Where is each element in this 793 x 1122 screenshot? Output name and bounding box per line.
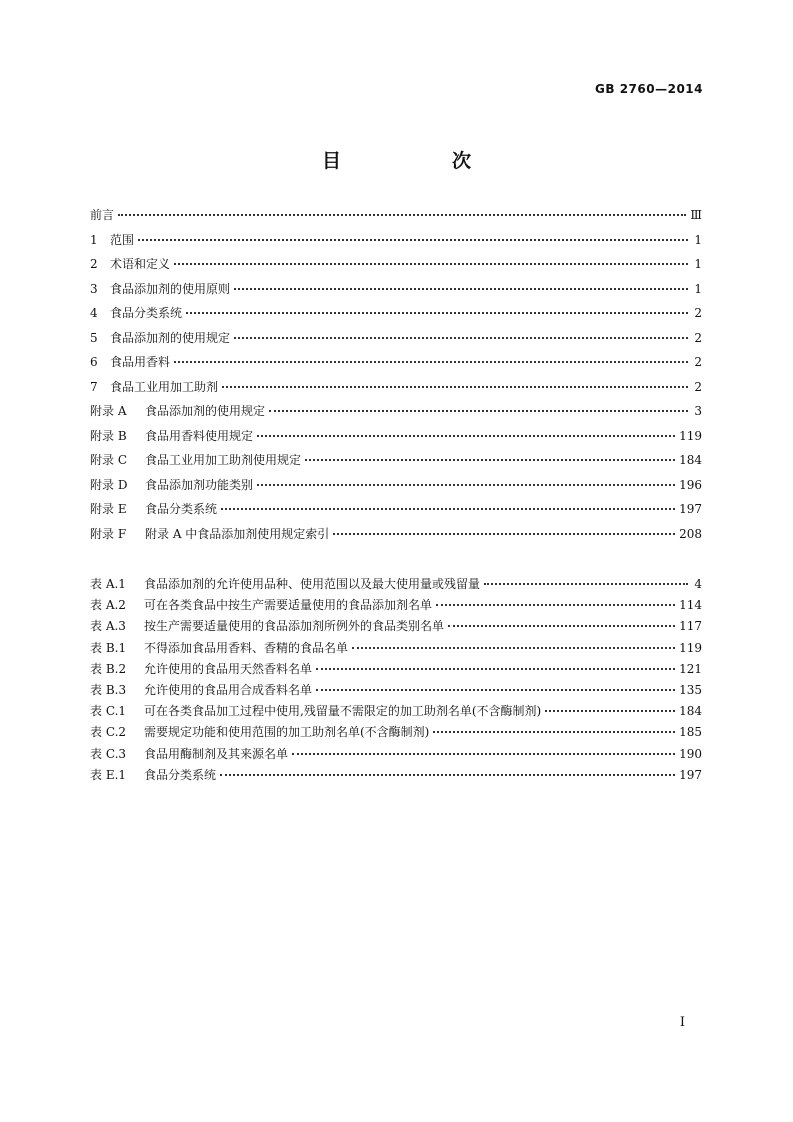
toc-entry[interactable] (90, 331, 702, 356)
table-entry-number: 表 A.1 (90, 577, 126, 591)
table-entry[interactable] (90, 598, 702, 619)
dot-leader (221, 508, 675, 510)
toc-entry-page: 208 (679, 526, 702, 541)
toc-entry-number: 附录 F (90, 526, 127, 541)
table-entry[interactable] (90, 662, 702, 683)
table-entry[interactable] (90, 704, 702, 725)
toc-entry[interactable] (90, 306, 702, 331)
toc-entry[interactable] (90, 502, 702, 527)
table-entry-number: 表 C.3 (90, 746, 127, 761)
toc-entry-label: 食品分类系统 (110, 306, 183, 320)
toc-entry-number: 4 (90, 306, 98, 320)
table-entry-page: 184 (679, 704, 702, 719)
table-entry-page: 117 (679, 619, 702, 634)
table-entry-page: 185 (679, 725, 702, 740)
toc-entry[interactable] (90, 404, 702, 429)
table-entry-label: 按生产需要适量使用的食品添加剂所例外的食品类别名单 (144, 619, 445, 634)
table-entry-page: 4 (694, 577, 702, 591)
toc-entry-number: 7 (90, 379, 98, 394)
toc-entry-page: 2 (694, 355, 702, 369)
dot-leader (234, 337, 688, 339)
toc-entry-label: 食品添加剂的使用原则 (110, 281, 231, 296)
table-entry-label: 不得添加食品用香料、香精的食品名单 (144, 640, 349, 655)
table-entry[interactable] (90, 768, 702, 789)
table-entry[interactable] (90, 577, 702, 598)
toc-entry-page: 2 (694, 306, 702, 320)
dot-leader (174, 263, 688, 265)
table-entry-number: 表 A.3 (90, 619, 126, 634)
table-entry[interactable] (90, 747, 702, 768)
table-entry-page: 121 (679, 661, 702, 676)
table-entry-label: 食品分类系统 (144, 767, 217, 782)
dot-leader (118, 214, 686, 216)
table-entry-label: 允许使用的食品用天然香料名单 (144, 661, 313, 676)
toc-entry[interactable] (90, 453, 702, 478)
table-list (90, 577, 702, 789)
toc-entry[interactable] (90, 208, 702, 233)
toc-entry[interactable] (90, 355, 702, 380)
toc-entry-number: 3 (90, 281, 98, 296)
toc-entry[interactable] (90, 282, 702, 307)
toc-entry-page: 1 (694, 281, 702, 296)
dot-leader (316, 689, 675, 691)
toc-entry[interactable] (90, 380, 702, 405)
table-entry[interactable] (90, 641, 702, 662)
table-entry-number: 表 E.1 (90, 767, 127, 782)
toc-entry-page: 119 (679, 428, 702, 443)
table-entry-number: 表 A.2 (90, 598, 126, 613)
table-entry-number: 表 C.2 (90, 725, 127, 740)
dot-leader (174, 361, 688, 363)
toc-entry-label: 食品工业用加工助剂 (110, 379, 219, 394)
table-entry-number: 表 C.1 (90, 704, 127, 719)
dot-leader (222, 386, 688, 388)
toc-entry[interactable] (90, 527, 702, 552)
toc-entry-label: 食品添加剂的使用规定 (110, 330, 231, 345)
dot-leader (484, 583, 688, 585)
table-entry-page: 135 (679, 682, 702, 697)
toc-entry-label: 食品添加剂的使用规定 (145, 404, 266, 418)
standard-code: GB 2760—2014 (595, 82, 703, 96)
toc-entry-label: 食品工业用加工助剂使用规定 (145, 453, 302, 467)
table-entry-label: 需要规定功能和使用范围的加工助剂名单(不含酶制剂) (144, 725, 430, 740)
table-entry-number: 表 B.3 (90, 682, 127, 697)
dot-leader (316, 668, 675, 670)
toc-entry-number: 1 (90, 232, 98, 247)
dot-leader (269, 410, 688, 412)
toc-entry[interactable] (90, 257, 702, 282)
dot-leader (305, 459, 675, 461)
toc-entry-page: 197 (679, 502, 702, 516)
page-title: 目 次 (321, 150, 517, 172)
toc-list (90, 208, 702, 551)
toc-entry-label: 前言 (90, 208, 115, 222)
table-entry-number: 表 B.2 (90, 661, 127, 676)
toc-entry[interactable] (90, 478, 702, 503)
toc-entry-number: 2 (90, 257, 98, 271)
table-entry-label: 可在各类食品中按生产需要适量使用的食品添加剂名单 (144, 598, 433, 613)
toc-entry-label: 食品用香料 (110, 355, 171, 369)
toc-entry-label: 附录 A 中食品添加剂使用规定索引 (145, 526, 330, 541)
toc-entry-page: 2 (694, 379, 702, 394)
dot-leader (138, 239, 688, 241)
dot-leader (433, 731, 675, 733)
toc-entry-page: Ⅲ (690, 208, 702, 222)
toc-entry-number: 附录 C (90, 453, 127, 467)
page-number: I (679, 1015, 685, 1030)
toc-entry-label: 食品添加剂功能类别 (145, 477, 254, 492)
dot-leader (234, 288, 688, 290)
dot-leader (257, 435, 675, 437)
dot-leader (333, 533, 675, 535)
toc-entry-label: 范围 (110, 232, 135, 247)
table-entry-page: 114 (679, 598, 702, 613)
toc-entry-page: 184 (679, 453, 702, 467)
toc-entry-label: 术语和定义 (110, 257, 171, 271)
toc-entry-number: 附录 A (90, 404, 127, 418)
toc-entry-page: 2 (694, 330, 702, 345)
dot-leader (186, 312, 688, 314)
table-entry[interactable] (90, 683, 702, 704)
table-entry-number: 表 B.1 (90, 640, 127, 655)
toc-entry-number: 附录 E (90, 502, 127, 516)
table-entry-page: 197 (679, 767, 702, 782)
table-entry[interactable] (90, 619, 702, 640)
table-entry-label: 允许使用的食品用合成香料名单 (144, 682, 313, 697)
table-entry[interactable] (90, 725, 702, 746)
toc-entry[interactable] (90, 233, 702, 258)
toc-entry-number: 5 (90, 330, 98, 345)
dot-leader (220, 774, 675, 776)
table-entry-page: 190 (679, 746, 702, 761)
dot-leader (292, 753, 675, 755)
dot-leader (448, 625, 675, 627)
dot-leader (545, 710, 675, 712)
toc-entry-label: 食品用香料使用规定 (145, 428, 254, 443)
toc-entry-page: 1 (694, 257, 702, 271)
table-entry-label: 食品添加剂的允许使用品种、使用范围以及最大使用量或残留量 (144, 577, 481, 591)
toc-entry-page: 1 (694, 232, 702, 247)
dot-leader (436, 604, 675, 606)
table-entry-page: 119 (679, 640, 702, 655)
toc-entry-number: 6 (90, 355, 98, 369)
toc-entry-label: 食品分类系统 (145, 502, 218, 516)
toc-entry-number: 附录 D (90, 477, 128, 492)
toc-entry-page: 3 (694, 404, 702, 418)
table-entry-label: 食品用酶制剂及其来源名单 (144, 746, 289, 761)
toc-entry[interactable] (90, 429, 702, 454)
dot-leader (257, 484, 675, 486)
table-entry-label: 可在各类食品加工过程中使用,残留量不需限定的加工助剂名单(不含酶制剂) (144, 704, 542, 719)
toc-entry-number: 附录 B (90, 428, 127, 443)
toc-entry-page: 196 (679, 477, 702, 492)
dot-leader (352, 647, 675, 649)
